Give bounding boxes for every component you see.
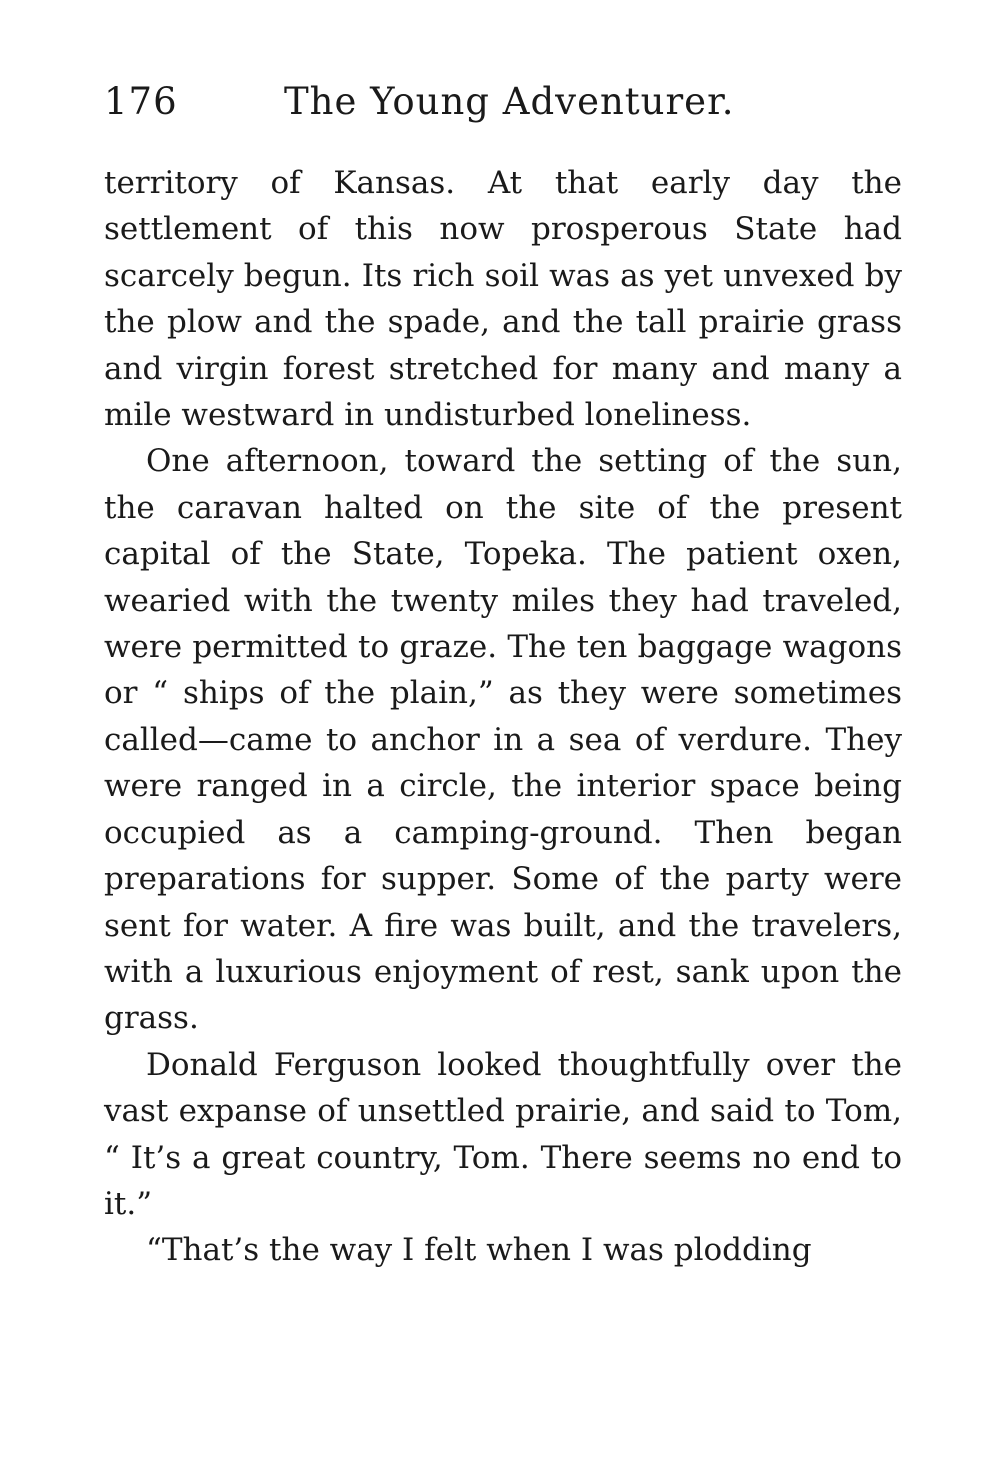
running-head	[104, 72, 902, 132]
running-title: The Young Adventurer.	[284, 80, 735, 123]
body-text	[104, 160, 902, 1274]
page-number: 176	[104, 80, 178, 123]
paragraph-tom-reply: “That’s the way I felt when I was plodding	[146, 1232, 812, 1269]
book-page	[104, 72, 902, 1274]
paragraph-continuation: territory of Kansas. At that early day the settlement of this now prosperous State had scarcely begun. Its rich soil was as yet unvexed by the plow and the spade, and the tall prairie grass and virgin forest stretched for many and many a mile westward in undisturbed loneliness.	[104, 165, 902, 434]
paragraph-caravan-halt: One afternoon, toward the setting of the sun, the caravan halted on the site of the present capital of the State, Topeka. The patient oxen, wearied with the twenty miles they had traveled, were permitted to graze. The ten baggage wagons or “ ships of the plain,” as they were sometimes called—came to anchor in a sea of verdure. They were ranged in a circle, the interior space being occupied as a camping-ground. Then began preparations for supper. Some of the party were sent for water. A fire was built, and the travelers, with a luxurious enjoyment of rest, sank upon the grass.	[104, 443, 902, 1037]
paragraph-donald-ferguson: Donald Ferguson looked thoughtfully over the vast expanse of unsettled prairie, and said to Tom, “ It’s a great country, Tom. There seems no end to it.”	[104, 1046, 902, 1222]
